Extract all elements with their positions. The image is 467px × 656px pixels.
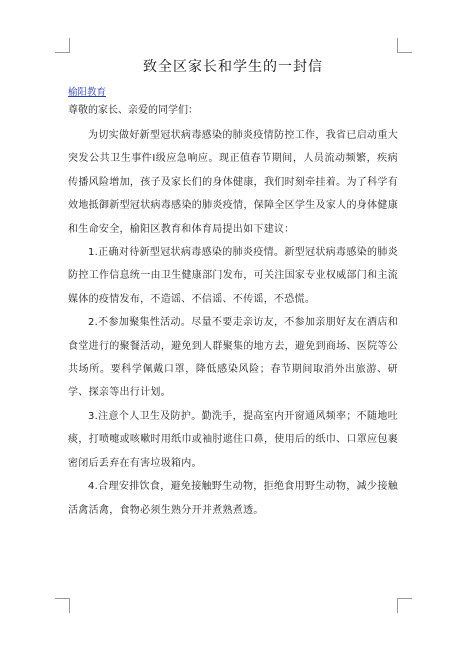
paragraph-item-2: 2.不参加聚集性活动。尽量不要走亲访友，不参加亲朋好友在酒店和食堂进行的聚餐活动，避免到人群聚集的地方去，避免到商场、医院等公共场所。要科学佩戴口罩，降低感染风险；春节期间取消外出旅游、研学、探亲等出行计划。 (68, 317, 398, 399)
top-right-margin-marker (397, 38, 412, 53)
top-left-margin-marker (55, 38, 70, 53)
document-title: 致全区家长和学生的一封信 (143, 59, 323, 75)
source-link[interactable]: 榆阳教育 (68, 87, 107, 98)
paragraph-item-3: 3.注意个人卫生及防护。勤洗手，提高室内开窗通风频率；不随地吐痰，打喷嚏或咳嗽时用纸巾或袖肘遮住口鼻，使用后的纸巾、口罩应包裹密闭后丢弃在有害垃圾箱内。 (68, 410, 398, 469)
bottom-left-margin-marker (55, 598, 70, 613)
bottom-right-margin-marker (397, 598, 412, 613)
paragraph-intro: 为切实做好新型冠状病毒感染的肺炎疫情防控工作，我省已启动重大突发公共卫生事件Ⅰ级应急响应。现正值春节期间，人员流动频繁，疾病传播风险增加，孩子及家长们的身体健康，我们时刻牵挂着。为了科学有效地抵御新型冠状病毒感染的肺炎疫情，保障全区学生及家人的身体健康和生命安全，榆阳区教育和体育局提出如下建议： (68, 130, 398, 235)
paragraph-item-1: 1.正确对待新型冠状病毒感染的肺炎疫情。新型冠状病毒感染的肺炎防控工作信息统一由卫生健康部门发布，可关注国家专业权威部门和主流媒体的疫情发布，不造谣、不信谣、不传谣，不恐慌。 (68, 247, 398, 305)
salutation: 尊敬的家长、亲爱的同学们： (68, 105, 198, 116)
letter-body (68, 124, 398, 522)
paragraph-item-4: 4.合理安排饮食，避免接触野生动物，拒绝食用野生动物，减少接触活禽活禽，食物必须生熟分开并煮熟煮透。 (68, 481, 398, 516)
